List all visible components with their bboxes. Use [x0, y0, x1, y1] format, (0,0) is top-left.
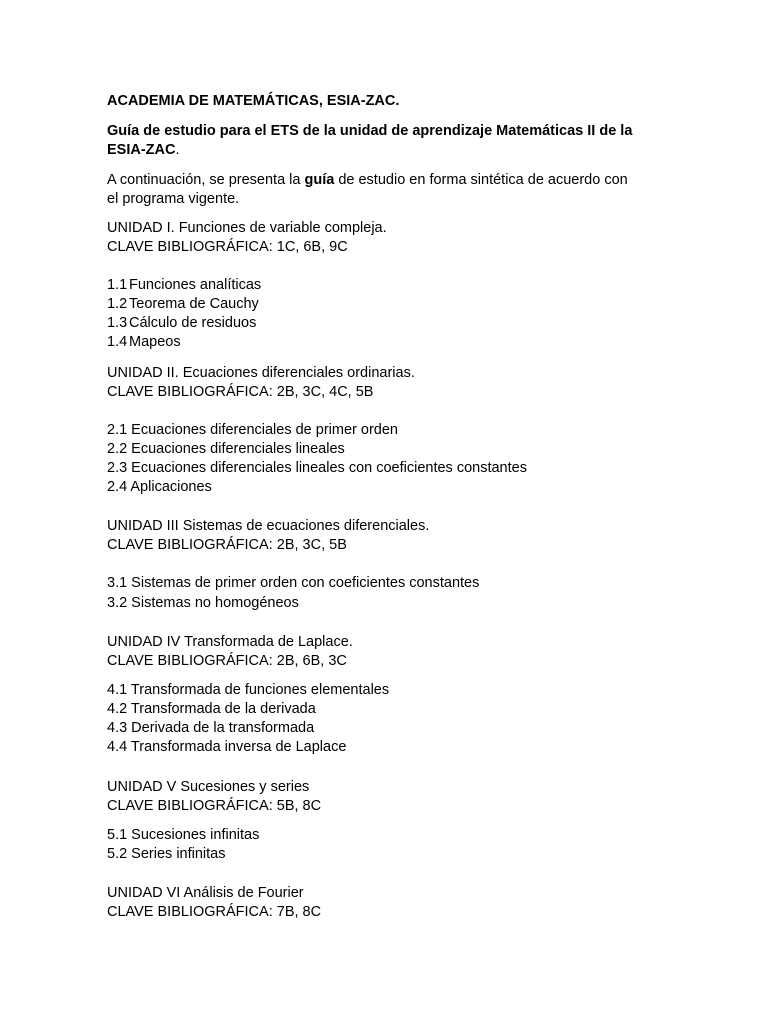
- unit-clave: CLAVE BIBLIOGRÁFICA: 1C, 6B, 9C: [107, 239, 348, 255]
- topic-text: Mapeos: [129, 334, 181, 350]
- unit-clave: CLAVE BIBLIOGRÁFICA: 7B, 8C: [107, 904, 322, 920]
- unit-title: UNIDAD I. Funciones de variable compleja.: [107, 220, 387, 236]
- unit-title: UNIDAD V Sucesiones y series: [107, 779, 310, 795]
- guide-title-school: ESIA-ZAC: [107, 142, 176, 158]
- topic-item: 4.2 Transformada de la derivada: [107, 701, 316, 717]
- topic-item: 4.3 Derivada de la transformada: [107, 720, 315, 736]
- topic-item: [107, 333, 181, 352]
- topic-text: Teorema de Cauchy: [129, 296, 259, 312]
- topic-item: [107, 314, 256, 333]
- unit-title: UNIDAD VI Análisis de Fourier: [107, 885, 304, 901]
- intro-text-bold: guía: [304, 172, 335, 188]
- topic-item: 4.4 Transformada inversa de Laplace: [107, 739, 347, 755]
- intro-text-post: de estudio en forma sintética de acuerdo con: [334, 172, 628, 188]
- intro-text-pre: A continuación, se presenta la: [107, 172, 305, 188]
- topic-number: 1.2: [107, 296, 128, 312]
- topic-number: 1.3: [107, 315, 128, 331]
- unit-title: UNIDAD IV Transformada de Laplace.: [107, 634, 353, 650]
- topic-number: 1.4: [107, 334, 128, 350]
- topic-item: [107, 276, 261, 295]
- topic-item: 2.3 Ecuaciones diferenciales lineales con coeficientes constantes: [107, 460, 527, 476]
- topic-item: 2.4 Aplicaciones: [107, 479, 212, 495]
- intro-line1: [107, 171, 628, 190]
- topic-text: Cálculo de residuos: [129, 315, 257, 331]
- topic-number: 1.1: [107, 277, 128, 293]
- topic-item: 5.1 Sucesiones infinitas: [107, 827, 260, 843]
- unit-clave: CLAVE BIBLIOGRÁFICA: 2B, 3C, 5B: [107, 537, 347, 553]
- topic-text: Funciones analíticas: [129, 277, 262, 293]
- unit-title: UNIDAD III Sistemas de ecuaciones diferenciales.: [107, 518, 430, 534]
- topic-item: 2.2 Ecuaciones diferenciales lineales: [107, 441, 345, 457]
- intro-line2: el programa vigente.: [107, 191, 240, 207]
- topic-item: 3.1 Sistemas de primer orden con coeficientes constantes: [107, 575, 480, 591]
- topic-item: 2.1 Ecuaciones diferenciales de primer orden: [107, 422, 398, 438]
- topic-item: 4.1 Transformada de funciones elementales: [107, 682, 390, 698]
- unit-title: UNIDAD II. Ecuaciones diferenciales ordinarias.: [107, 365, 415, 381]
- topic-item: [107, 295, 259, 314]
- topic-item: 5.2 Series infinitas: [107, 846, 226, 862]
- academy-heading: ACADEMIA DE MATEMÁTICAS, ESIA-ZAC.: [107, 93, 400, 109]
- unit-clave: CLAVE BIBLIOGRÁFICA: 2B, 3C, 4C, 5B: [107, 384, 374, 400]
- guide-title-period: .: [175, 142, 180, 158]
- guide-title-line1: Guía de estudio para el ETS de la unidad de aprendizaje Matemáticas II de la: [107, 123, 633, 139]
- unit-clave: CLAVE BIBLIOGRÁFICA: 2B, 6B, 3C: [107, 653, 347, 669]
- unit-clave: CLAVE BIBLIOGRÁFICA: 5B, 8C: [107, 798, 322, 814]
- guide-title-line2: [107, 141, 180, 160]
- topic-item: 3.2 Sistemas no homogéneos: [107, 595, 299, 611]
